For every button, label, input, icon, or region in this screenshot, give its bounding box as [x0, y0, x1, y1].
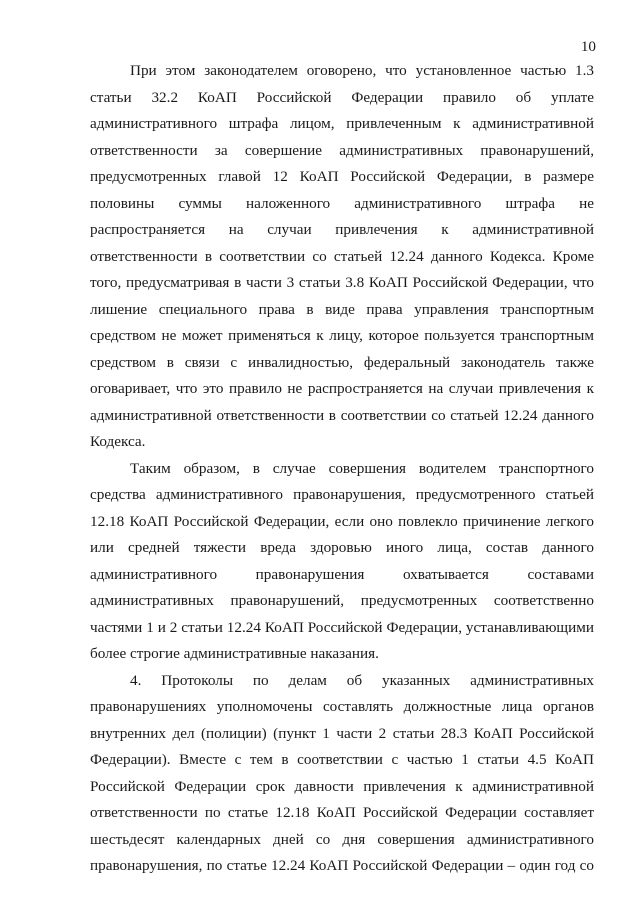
text-line: правонарушения, по статье 12.24 КоАП Российской Федерации – один год со	[90, 857, 594, 874]
text-line: административной ответственности в соответствии со статьей 12.24 данного	[90, 407, 594, 424]
text-line: того, предусматривая в части 3 статьи 3.8 КоАП Российской Федерации, что	[90, 274, 594, 291]
text-line: административного правонарушения охватывается составами	[90, 566, 594, 583]
text-line: ответственности по статье 12.18 КоАП Российской Федерации составляет	[90, 804, 594, 821]
text-line: шестьдесят календарных дней со дня совершения административного	[90, 831, 594, 848]
text-line: Федерации). Вместе с тем в соответствии с частью 1 статьи 4.5 КоАП	[90, 751, 594, 768]
text-line: 12.18 КоАП Российской Федерации, если оно повлекло причинение легкого	[90, 513, 594, 530]
text-line: средства административного правонарушения, предусмотренного статьей	[90, 486, 594, 503]
text-line: частями 1 и 2 статьи 12.24 КоАП Российской Федерации, устанавливающими	[90, 619, 594, 636]
text-line: распространяется на случаи привлечения к административной	[90, 221, 594, 238]
text-line: или средней тяжести вреда здоровью иного лица, состав данного	[90, 539, 594, 556]
text-line: административных правонарушений, предусмотренных соответственно	[90, 592, 594, 609]
text-line: При этом законодателем оговорено, что установленное частью 1.3	[130, 62, 594, 79]
text-line: статьи 32.2 КоАП Российской Федерации правило об уплате	[90, 89, 594, 106]
text-line: средством не может применяться к лицу, которое пользуется транспортным	[90, 327, 594, 344]
text-line: Таким образом, в случае совершения водителем транспортного	[130, 460, 594, 477]
text-line: более строгие административные наказания.	[90, 645, 379, 662]
text-line: внутренних дел (полиции) (пункт 1 части 2 статьи 28.3 КоАП Российской	[90, 725, 594, 742]
text-line: предусмотренных главой 12 КоАП Российской Федерации, в размере	[90, 168, 594, 185]
text-line: средством в связи с инвалидностью, федеральный законодатель также	[90, 354, 594, 371]
text-line: половины суммы наложенного административного штрафа не	[90, 195, 594, 212]
text-line: Российской Федерации срок давности привлечения к административной	[90, 778, 594, 795]
text-line: правонарушениях уполномочены составлять должностные лица органов	[90, 698, 594, 715]
text-line: оговаривает, что это правило не распространяется на случаи привлечения к	[90, 380, 594, 397]
text-line: ответственности в соответствии со статьей 12.24 данного Кодекса. Кроме	[90, 248, 594, 265]
text-line: лишение специального права в виде права управления транспортным	[90, 301, 594, 318]
text-line: Кодекса.	[90, 433, 146, 450]
text-line: административного штрафа лицом, привлеченным к административной	[90, 115, 594, 132]
text-line: 4. Протоколы по делам об указанных административных	[130, 672, 594, 689]
text-line: ответственности за совершение административных правонарушений,	[90, 142, 594, 159]
page-number: 10	[580, 38, 596, 55]
